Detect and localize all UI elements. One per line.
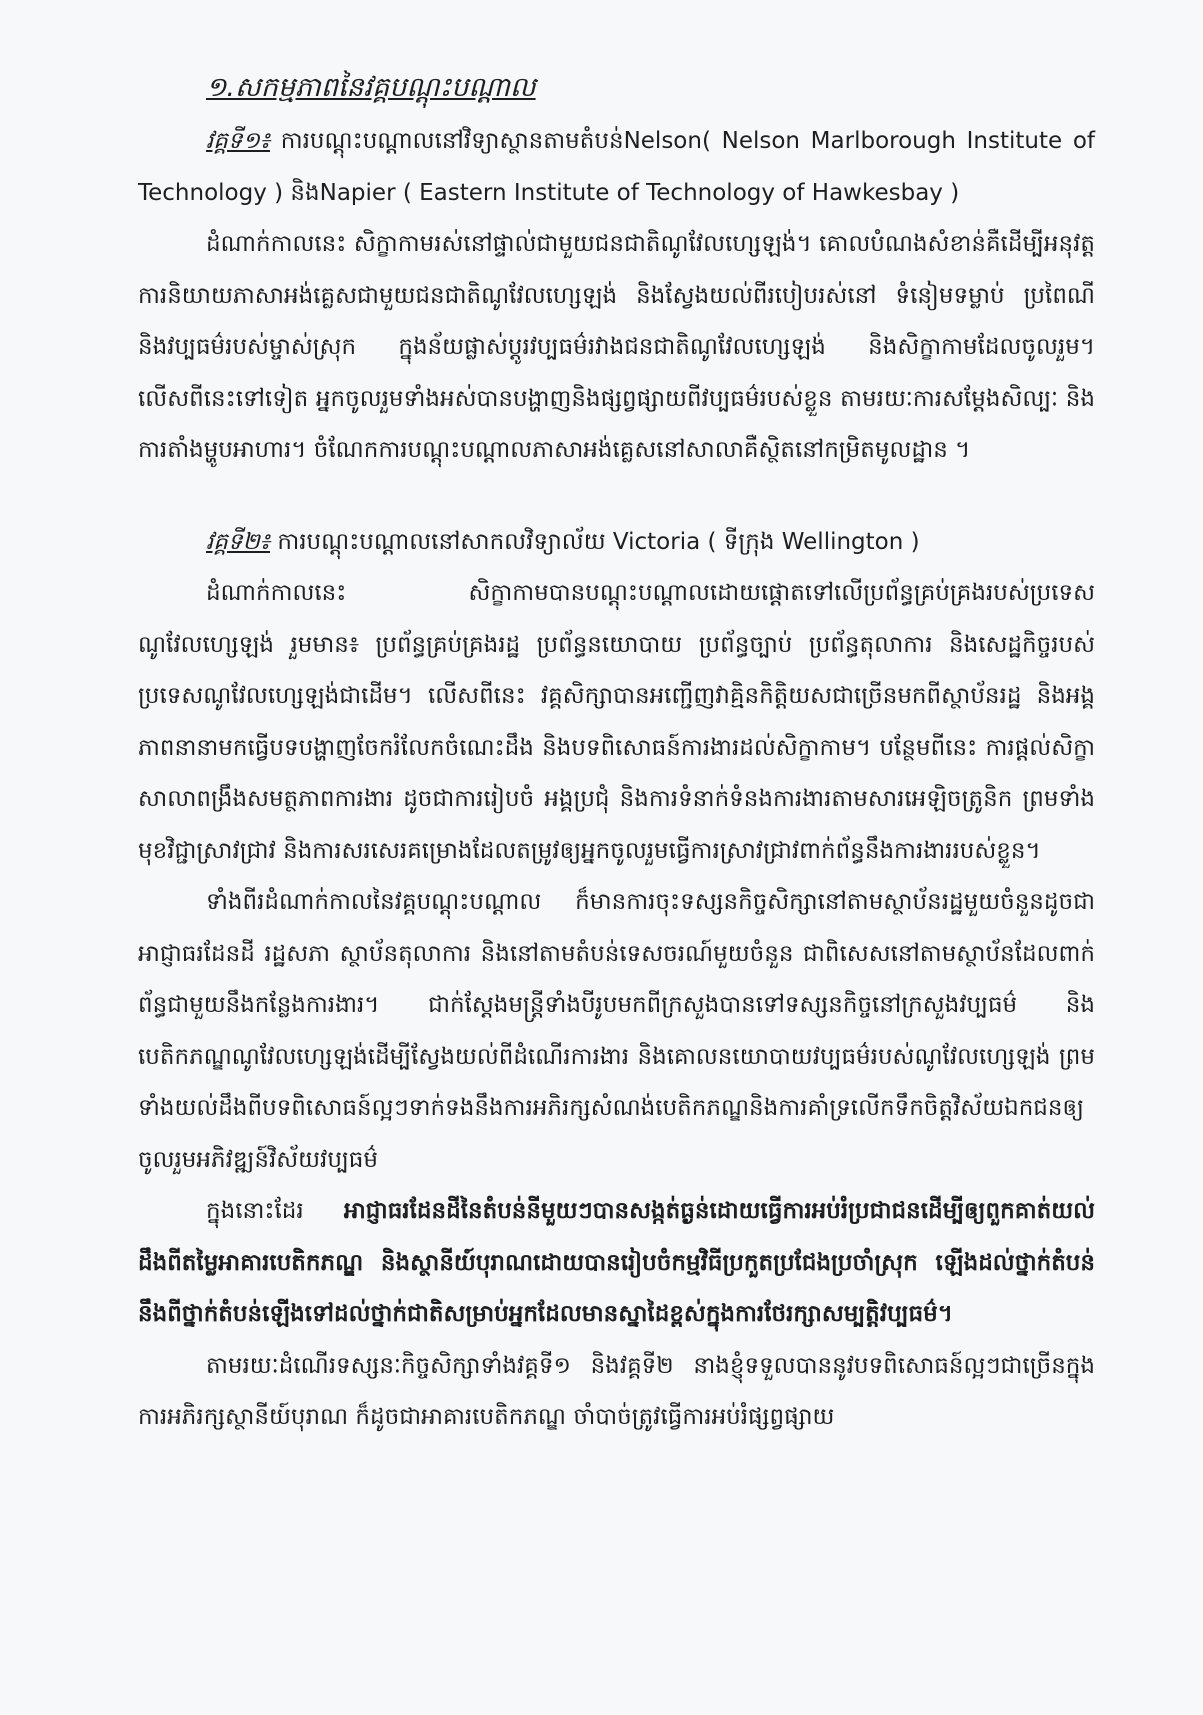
study-visit-paragraph: ទាំងពីរដំណាក់កាលនៃវគ្គបណ្ដុះបណ្ដាល ក៏មានការចុះទស្សនកិច្ចសិក្សានៅតាមស្ថាប័នរដ្ឋមួយចំនួនដូចជា អាជ្ញាធរដែនដី រដ្ឋសភា ស្ថាប័នតុលាការ និងនៅតាមតំបន់ទេសចរណ៍មួយចំនួន ជាពិសេសនៅតាមស្ថាប័នដែលពាក់ព័ន្ធជាមួយនឹងកន្លែងការងារ។ ជាក់ស្ដែងមន្ត្រីទាំងបីរូបមកពីក្រសួងបានទៅទស្សនកិច្ចនៅក្រសួងវប្បធម៌ និងបេតិកភណ្ឌណូវែលហ្សេឡង់ដើម្បីស្វែងយល់ពីដំណើរការងារ និងគោលនយោបាយវប្បធម៌របស់ណូវែលហ្សេឡង់ ព្រមទាំងយល់ដឹងពីបទពិសោធន៍ល្អៗទាក់ទងនឹងការអភិរក្សសំណង់បេតិកភណ្ឌនិងការគាំទ្រលើកទឹកចិត្តវិស័យឯកជនឲ្យចូលរួមអភិវឌ្ឍន៍វិស័យវប្បធម៌: [138, 889, 1095, 1173]
section-heading: ១.សកម្មភាពនៃវគ្គបណ្ដុះបណ្ដាល: [206, 72, 536, 103]
local-authority-paragraph: [138, 1186, 1095, 1341]
session-1-label: វគ្គទី១៖: [206, 128, 271, 154]
session-1-title: [138, 116, 1095, 219]
local-authority-lead: ក្នុងនោះដែរ: [206, 1198, 304, 1224]
session-2-title-text: ការបណ្ដុះបណ្ដាលនៅសាកលវិទ្យាល័យ Victoria ( ទីក្រុង Wellington ): [270, 528, 920, 555]
conclusion-paragraph: តាមរយៈដំណើរទស្សនៈកិច្ចសិក្សាទាំងវគ្គទី១ និងវគ្គទី២ នាងខ្ញុំទទួលបាននូវបទពិសោធន៍ល្អៗជាច្រើនក្នុងការអភិរក្សស្ថានីយ៍បុរាណ ក៏ដូចជាអាគារបេតិកភណ្ឌ ចាំបាច់ត្រូវធ្វើការអប់រំផ្សព្វផ្សាយ: [138, 1352, 1095, 1430]
session-1-title-text: ការបណ្ដុះបណ្ដាលនៅវិទ្យាស្ថានតាមតំបន់Nelson( Nelson Marlborough Institute of Technology ) និងNapier ( Eastern Institute of Technology of Hawkesbay ): [138, 128, 1095, 206]
session-1-body: ដំណាក់កាលនេះ សិក្ខាកាមរស់នៅផ្ទាល់ជាមួយជនជាតិណូវែលហ្សេឡង់។ គោលបំណងសំខាន់គឺដើម្បីអនុវត្តការនិយាយភាសាអង់គ្លេសជាមួយជនជាតិណូវែលហ្សេឡង់ និងស្វែងយល់ពីរបៀបរស់នៅ ទំនៀមទម្លាប់ ប្រពៃណី និងវប្បធម៌របស់ម្ចាស់ស្រុក ក្នុងន័យផ្លាស់ប្ដូរវប្បធម៌រវាងជនជាតិណូវែលហ្សេឡង់ និងសិក្ខាកាមដែលចូលរួម។ លើសពីនេះទៅទៀត អ្នកចូលរួមទាំងអស់បានបង្ហាញនិងផ្សព្វផ្សាយពីវប្បធម៌របស់ខ្លួន តាមរយៈការសម្ដែងសិល្បៈ និងការតាំងម្ហូបអាហារ។ ចំណែកការបណ្ដុះបណ្ដាលភាសាអង់គ្លេសនៅសាលាគឺស្ថិតនៅកម្រិតមូលដ្ឋាន ។: [138, 231, 1095, 463]
session-2-body: ដំណាក់កាលនេះ សិក្ខាកាមបានបណ្ដុះបណ្ដាលដោយផ្ដោតទៅលើប្រព័ន្ធគ្រប់គ្រងរបស់ប្រទេសណូវែលហ្សេឡង់ រួមមាន៖ ប្រព័ន្ធគ្រប់គ្រងរដ្ឋ ប្រព័ន្ធនយោបាយ ប្រព័ន្ធច្បាប់ ប្រព័ន្ធតុលាការ និងសេដ្ឋកិច្ចរបស់ប្រទេសណូវែលហ្សេឡង់ជាដើម។ លើសពីនេះ វគ្គសិក្សាបានអញ្ជើញវាគ្មិនកិត្តិយសជាច្រើនមកពីស្ថាប័នរដ្ឋ និងអង្គភាពនានាមកធ្វើបទបង្ហាញចែករំលែកចំណេះដឹង និងបទពិសោធន៍ការងារដល់សិក្ខាកាម។ បន្ថែមពីនេះ ការផ្ដល់សិក្ខាសាលាពង្រឹងសមត្ថភាពការងារ ដូចជាការរៀបចំ អង្គប្រជុំ និងការទំនាក់ទំនងការងារតាមសារអេឡិចត្រូនិក ព្រមទាំងមុខវិជ្ជាស្រាវជ្រាវ និងការសរសេរគម្រោងដែលតម្រូវឲ្យអ្នកចូលរួមធ្វើការស្រាវជ្រាវពាក់ព័ន្ធនឹងការងាររបស់ខ្លួន។: [138, 580, 1095, 864]
local-authority-body: អាជ្ញាធរដែនដីនៃតំបន់នីមួយៗបានសង្កត់ធ្ងន់ដោយធ្វើការអប់រំប្រជាជនដើម្បីឲ្យពួកគាត់យល់ដឹងពីតម្លៃអាគារបេតិកភណ្ឌ និងស្ថានីយ៍បុរាណដោយបានរៀបចំកម្មវិធីប្រកួតប្រជែងប្រចាំស្រុក ឡើងដល់ថ្នាក់តំបន់ នឹងពីថ្នាក់តំបន់ឡើងទៅដល់ថ្នាក់ជាតិសម្រាប់អ្នកដែលមានស្នាដៃខ្ពស់ក្នុងការថែរក្សាសម្បត្តិវប្បធម៌។: [138, 1198, 1095, 1327]
session-2-title: [138, 517, 1095, 569]
session-2-label: វគ្គទី២៖: [206, 528, 271, 555]
spacer: [138, 477, 1095, 517]
